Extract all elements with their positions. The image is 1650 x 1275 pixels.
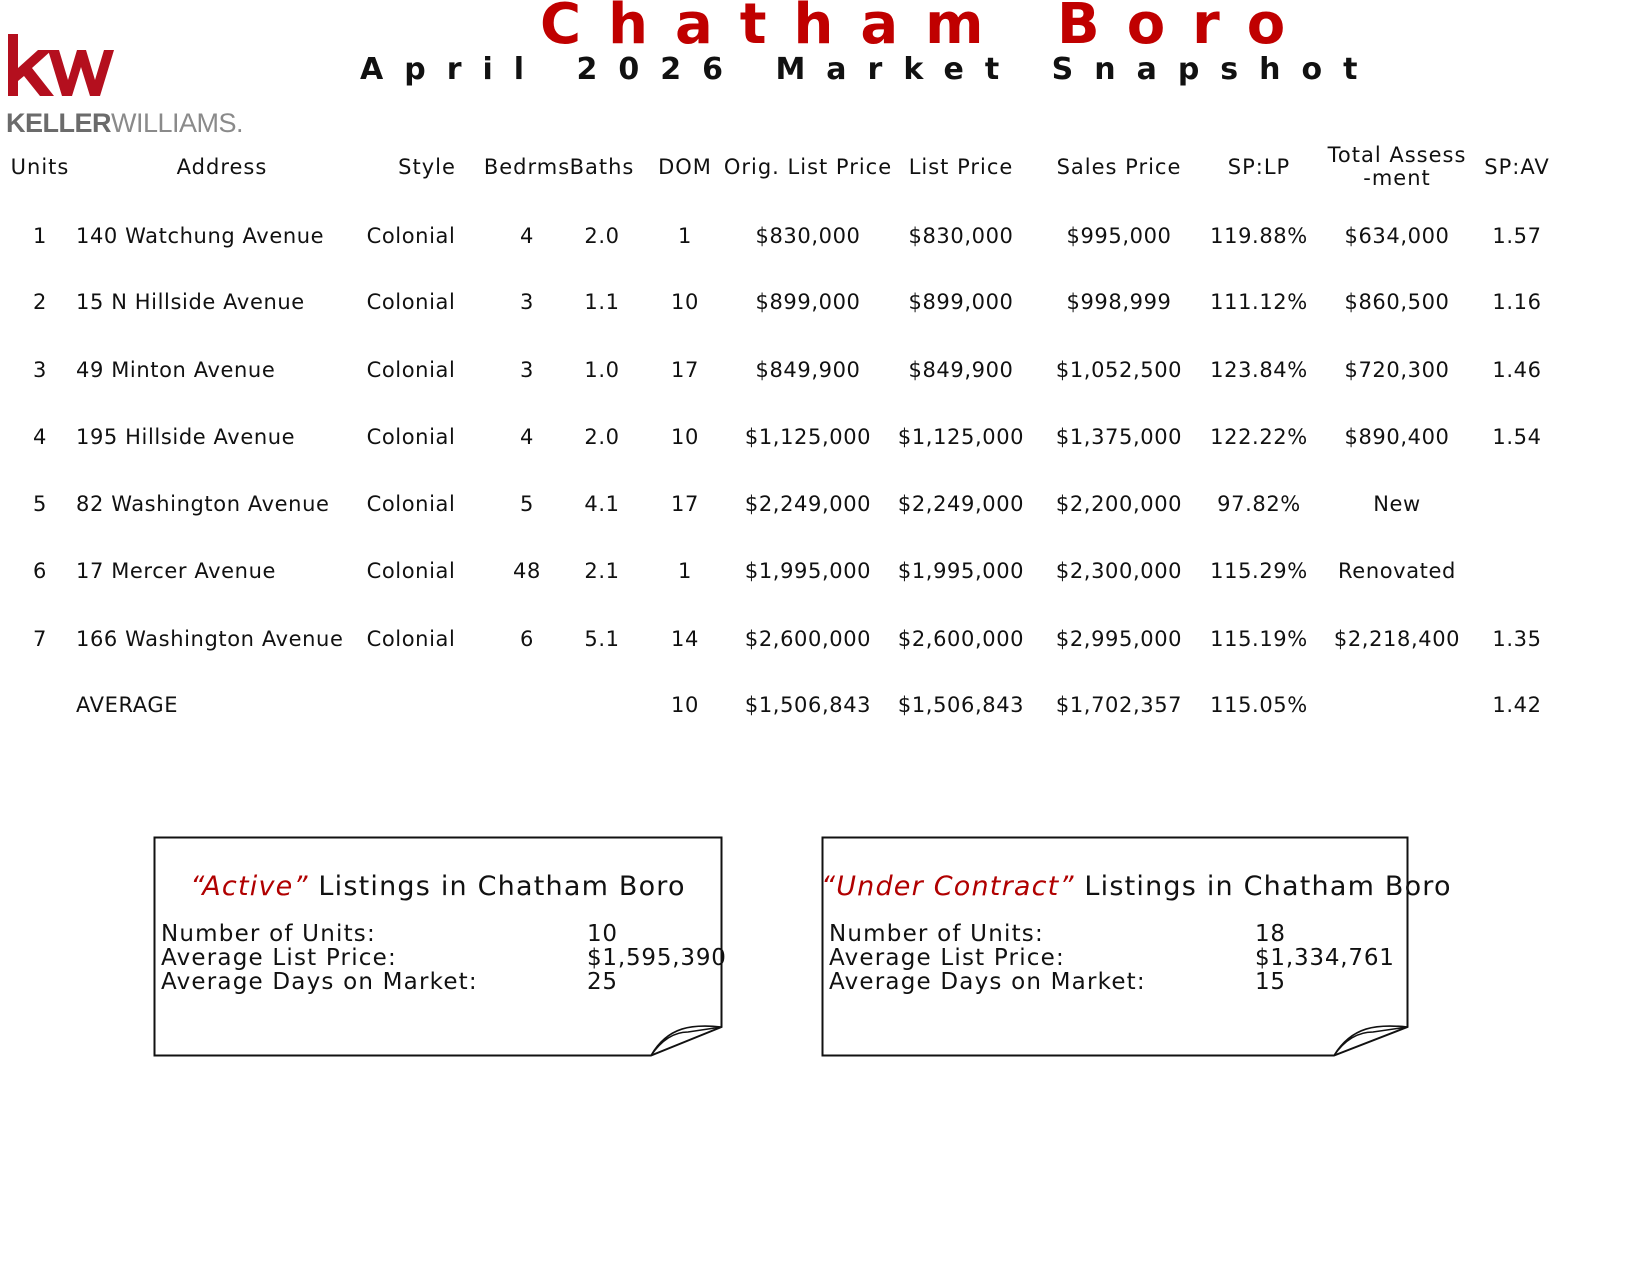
under-contract-title-rest: Listings in Chatham Boro xyxy=(1074,871,1452,902)
column-header-dom: DOM xyxy=(658,155,712,179)
active-listings-card xyxy=(153,836,753,1066)
average-orig-list-price: $1,506,843 xyxy=(744,693,872,717)
active-dom-label: Average Days on Market: xyxy=(161,969,478,995)
cell-address: 195 Hillside Avenue xyxy=(76,425,296,449)
cell-sp-lp: 122.22% xyxy=(1210,425,1308,449)
column-header-style: Style xyxy=(398,155,456,179)
under-contract-dom-label: Average Days on Market: xyxy=(829,969,1146,995)
cell-baths: 1.1 xyxy=(584,290,620,314)
cell-orig-list-price: $1,125,000 xyxy=(744,425,872,449)
cell-orig-list-price: $2,600,000 xyxy=(744,627,872,651)
column-header-list-price: List Price xyxy=(908,155,1014,179)
cell-orig-list-price: $2,249,000 xyxy=(744,492,872,516)
average-dom: 10 xyxy=(671,693,699,717)
cell-list-price: $1,995,000 xyxy=(897,559,1025,583)
cell-sp-lp: 115.29% xyxy=(1210,559,1308,583)
active-units-label: Number of Units: xyxy=(161,921,376,947)
cell-orig-list-price: $899,000 xyxy=(755,290,861,314)
cell-sales-price: $998,999 xyxy=(1066,290,1172,314)
cell-sales-price: $2,995,000 xyxy=(1055,627,1183,651)
cell-sp-lp: 119.88% xyxy=(1210,224,1308,248)
cell-list-price: $830,000 xyxy=(908,224,1014,248)
cell-sp-lp: 115.19% xyxy=(1210,627,1308,651)
column-header-sp-av: SP:AV xyxy=(1484,155,1550,179)
column-header-baths: Baths xyxy=(569,155,635,179)
average-sales-price: $1,702,357 xyxy=(1055,693,1183,717)
cell-address: 166 Washington Avenue xyxy=(76,627,344,651)
cell-sales-price: $1,052,500 xyxy=(1055,358,1183,382)
page-subtitle: April 2026 Market Snapshot xyxy=(360,52,1379,87)
cell-orig-list-price: $1,995,000 xyxy=(744,559,872,583)
column-header-address: Address xyxy=(176,155,268,179)
cell-sp-av: 1.16 xyxy=(1492,290,1542,314)
active-highlight: “Active” xyxy=(190,871,309,902)
cell-total-assessment: $860,500 xyxy=(1344,290,1450,314)
column-header-sp-lp: SP:LP xyxy=(1227,155,1291,179)
under-contract-title xyxy=(821,871,1452,902)
cell-address: 49 Minton Avenue xyxy=(76,358,276,382)
cell-units: 5 xyxy=(33,492,47,516)
cell-bedrms: 6 xyxy=(520,627,534,651)
cell-baths: 5.1 xyxy=(584,627,620,651)
cell-dom: 1 xyxy=(678,224,692,248)
cell-total-assessment: $2,218,400 xyxy=(1333,627,1461,651)
cell-total-assessment: Renovated xyxy=(1338,559,1456,583)
cell-bedrms: 4 xyxy=(520,224,534,248)
cell-list-price: $1,125,000 xyxy=(897,425,1025,449)
cell-units: 6 xyxy=(33,559,47,583)
cell-sp-av: 1.35 xyxy=(1492,627,1542,651)
average-list-price: $1,506,843 xyxy=(897,693,1025,717)
average-sp-av: 1.42 xyxy=(1492,693,1542,717)
cell-orig-list-price: $830,000 xyxy=(755,224,861,248)
cell-sp-av: 1.54 xyxy=(1492,425,1542,449)
average-label: AVERAGE xyxy=(76,693,179,717)
cell-baths: 2.0 xyxy=(584,224,620,248)
average-sp-lp: 115.05% xyxy=(1210,693,1308,717)
cell-sales-price: $995,000 xyxy=(1066,224,1172,248)
cell-bedrms: 3 xyxy=(520,290,534,314)
cell-style: Colonial xyxy=(366,224,456,248)
page-title: Chatham Boro xyxy=(540,0,1313,57)
column-header-orig-list-price: Orig. List Price xyxy=(723,155,893,179)
cell-dom: 1 xyxy=(678,559,692,583)
under-contract-units-value: 18 xyxy=(1255,921,1286,947)
cell-sp-av: 1.57 xyxy=(1492,224,1542,248)
cell-baths: 1.0 xyxy=(584,358,620,382)
cell-units: 3 xyxy=(33,358,47,382)
cell-style: Colonial xyxy=(366,559,456,583)
cell-dom: 10 xyxy=(671,425,699,449)
cell-units: 2 xyxy=(33,290,47,314)
logo-wordmark-bold: KELLER xyxy=(6,108,111,138)
cell-baths: 4.1 xyxy=(584,492,620,516)
cell-sp-av: 1.46 xyxy=(1492,358,1542,382)
cell-bedrms: 3 xyxy=(520,358,534,382)
cell-sp-lp: 123.84% xyxy=(1210,358,1308,382)
cell-sp-lp: 111.12% xyxy=(1210,290,1308,314)
cell-bedrms: 4 xyxy=(520,425,534,449)
active-price-value: $1,595,390 xyxy=(587,945,727,971)
column-header-bedrms: Bedrms xyxy=(483,155,571,179)
cell-total-assessment: New xyxy=(1373,492,1421,516)
cell-units: 4 xyxy=(33,425,47,449)
cell-dom: 17 xyxy=(671,358,699,382)
cell-total-assessment: $720,300 xyxy=(1344,358,1450,382)
cell-dom: 10 xyxy=(671,290,699,314)
cell-bedrms: 5 xyxy=(520,492,534,516)
column-header-total-assessment: Total Assess-ment xyxy=(1327,143,1467,190)
cell-style: Colonial xyxy=(366,425,456,449)
under-contract-listings-card xyxy=(821,836,1452,1066)
under-contract-units-label: Number of Units: xyxy=(829,921,1044,947)
active-units-value: 10 xyxy=(587,921,618,947)
cell-baths: 2.1 xyxy=(584,559,620,583)
active-title-rest: Listings in Chatham Boro xyxy=(308,871,686,902)
active-price-label: Average List Price: xyxy=(161,945,397,971)
cell-total-assessment: $890,400 xyxy=(1344,425,1450,449)
cell-dom: 17 xyxy=(671,492,699,516)
active-listings-title xyxy=(153,871,723,902)
cell-address: 140 Watchung Avenue xyxy=(76,224,325,248)
cell-list-price: $2,249,000 xyxy=(897,492,1025,516)
under-contract-dom-value: 15 xyxy=(1255,969,1286,995)
cell-units: 7 xyxy=(33,627,47,651)
under-contract-price-label: Average List Price: xyxy=(829,945,1065,971)
cell-style: Colonial xyxy=(366,492,456,516)
cell-list-price: $849,900 xyxy=(908,358,1014,382)
cell-style: Colonial xyxy=(366,290,456,314)
logo-wordmark-light: WILLIAMS. xyxy=(111,108,244,138)
active-dom-value: 25 xyxy=(587,969,618,995)
column-header-sales-price: Sales Price xyxy=(1056,155,1182,179)
column-header-units: Units xyxy=(10,155,70,179)
cell-address: 15 N Hillside Avenue xyxy=(76,290,305,314)
cell-list-price: $899,000 xyxy=(908,290,1014,314)
cell-bedrms: 48 xyxy=(513,559,541,583)
cell-sales-price: $1,375,000 xyxy=(1055,425,1183,449)
cell-units: 1 xyxy=(33,224,47,248)
cell-baths: 2.0 xyxy=(584,425,620,449)
cell-sales-price: $2,300,000 xyxy=(1055,559,1183,583)
cell-dom: 14 xyxy=(671,627,699,651)
cell-sp-lp: 97.82% xyxy=(1217,492,1301,516)
cell-style: Colonial xyxy=(366,358,456,382)
cell-sales-price: $2,200,000 xyxy=(1055,492,1183,516)
under-contract-highlight: “Under Contract” xyxy=(821,871,1075,902)
cell-total-assessment: $634,000 xyxy=(1344,224,1450,248)
cell-style: Colonial xyxy=(366,627,456,651)
cell-list-price: $2,600,000 xyxy=(897,627,1025,651)
cell-address: 17 Mercer Avenue xyxy=(76,559,277,583)
cell-address: 82 Washington Avenue xyxy=(76,492,330,516)
cell-orig-list-price: $849,900 xyxy=(755,358,861,382)
under-contract-price-value: $1,334,761 xyxy=(1255,945,1395,971)
